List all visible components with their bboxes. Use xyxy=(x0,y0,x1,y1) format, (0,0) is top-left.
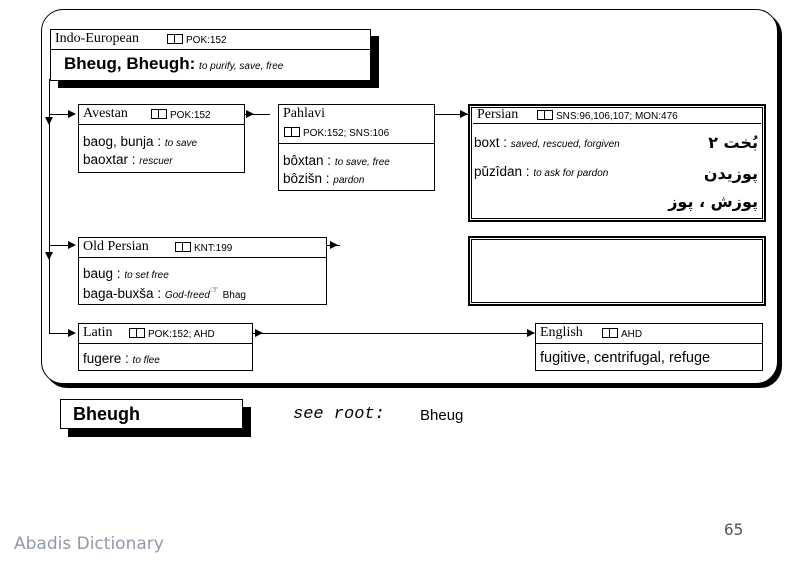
english-text: fugitive, centrifugal, refuge xyxy=(540,350,711,366)
pahlavi-word-2: bôzišn xyxy=(283,171,323,186)
avestan-gloss-1: to save xyxy=(164,138,198,149)
arrow-old-persian xyxy=(68,241,76,249)
root-ref: POK:152 xyxy=(167,34,227,46)
avestan-word-1: baog, bunja xyxy=(83,134,154,149)
persian-fa-3: پوزش ، پوز xyxy=(668,192,758,211)
pahlavi-lang: Pahlavi xyxy=(283,106,325,121)
root-forms: Bheug, Bheugh xyxy=(64,54,190,73)
persian-lang: Persian xyxy=(477,107,519,122)
pahlavi-gloss-1: to save, free xyxy=(334,157,390,168)
arrow-english xyxy=(527,329,535,337)
persian-gloss-1: saved, rescued, forgiven xyxy=(510,139,620,150)
persian-ref: SNS:96,106,107; MON:476 xyxy=(537,110,678,122)
avestan-ref: POK:152 xyxy=(151,109,211,121)
avestan-gloss-2: rescuer xyxy=(139,156,173,167)
avestan-lang: Avestan xyxy=(83,106,128,121)
old-persian-word-1: baug xyxy=(83,266,114,281)
english-lang: English xyxy=(540,325,583,340)
old-persian-gloss-1: to set free xyxy=(124,270,169,281)
book-icon xyxy=(175,242,191,252)
book-icon xyxy=(284,127,300,137)
old-persian-box: Old Persian KNT:199 baug : to set free baga-buxša : God-freed☞ Bhag xyxy=(78,237,327,305)
pahlavi-word-1: bôxtan xyxy=(283,153,324,168)
latin-gloss: to flee xyxy=(132,355,160,366)
site-name[interactable]: Abadis Dictionary xyxy=(14,534,164,554)
latin-word: fugere xyxy=(83,351,122,366)
see-root-word: Bheugh xyxy=(73,404,140,424)
arrow-empty-box xyxy=(330,241,338,249)
persian-gloss-2: to ask for pardon xyxy=(533,168,609,179)
arrow-pahlavi xyxy=(246,110,254,118)
root-box: Indo-European POK:152 Bheug, Bheugh: to purify, save, free xyxy=(50,29,371,81)
pahlavi-ref: POK:152; SNS:106 xyxy=(284,127,389,139)
english-box xyxy=(535,323,763,371)
persian-word-1: boxt xyxy=(474,135,500,150)
book-icon xyxy=(602,328,618,338)
persian-box: Persian SNS:96,106,107; MON:476 boxt : saved, rescued, forgiven بُخت ۲ pŭzîdan : to ask for pardon پوزیدن پوزش ، پوز xyxy=(468,104,766,222)
root-lang: Indo-European xyxy=(55,31,139,46)
old-persian-gloss-2: God-freed xyxy=(164,290,210,301)
pahlavi-box: Pahlavi POK:152; SNS:106 bôxtan : to save, free bôzišn : pardon xyxy=(278,104,435,191)
link-latin-english xyxy=(252,333,534,334)
see-root-box xyxy=(60,399,243,429)
see-root-label: see root: xyxy=(293,405,385,424)
arrow-avestan xyxy=(68,110,76,118)
latin-ref: POK:152; AHD xyxy=(129,328,215,340)
old-persian-note: Bhag xyxy=(222,290,246,301)
persian-fa-2: پوزیدن xyxy=(703,164,758,183)
persian-word-2: pŭzîdan xyxy=(474,164,523,179)
book-icon xyxy=(537,110,553,120)
avestan-word-2: baoxtar xyxy=(83,152,129,167)
old-persian-ref: KNT:199 xyxy=(175,242,232,254)
old-persian-lang: Old Persian xyxy=(83,239,149,254)
empty-box xyxy=(468,236,766,306)
arrow-mid xyxy=(255,329,263,337)
pahlavi-gloss-2: pardon xyxy=(333,175,365,186)
root-gloss: to purify, save, free xyxy=(199,61,284,72)
arrow-persian xyxy=(460,110,468,118)
persian-fa-1: بُخت ۲ xyxy=(708,133,758,152)
latin-lang: Latin xyxy=(83,325,113,340)
arrow-latin xyxy=(68,329,76,337)
page-number: 65 xyxy=(724,520,744,539)
trunk-arrow-2 xyxy=(45,252,53,260)
book-icon xyxy=(151,109,167,119)
english-ref: AHD xyxy=(602,328,642,340)
avestan-box: Avestan POK:152 baog, bunja : to save baoxtar : rescuer xyxy=(78,104,245,173)
see-root-link[interactable]: Bheug xyxy=(420,407,464,424)
latin-box: Latin POK:152; AHD fugere : to flee xyxy=(78,323,253,371)
book-icon xyxy=(167,34,183,44)
book-icon xyxy=(129,328,145,338)
trunk-arrow-1 xyxy=(45,117,53,125)
old-persian-word-2: baga-buxša xyxy=(83,286,154,301)
pointing-hand-icon: ☞ xyxy=(209,285,219,296)
